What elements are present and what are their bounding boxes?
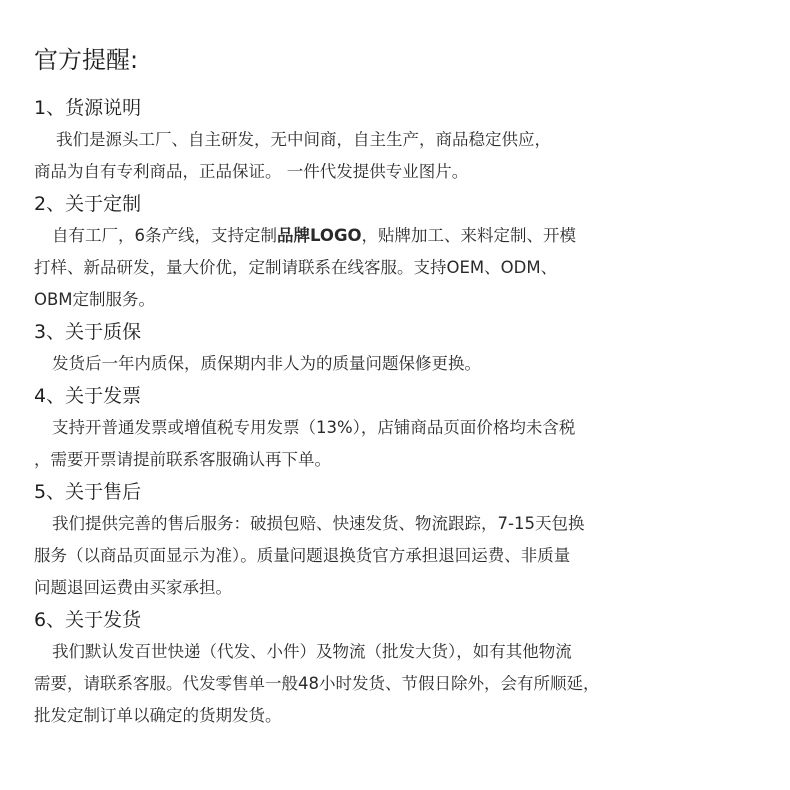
section-warranty — [34, 316, 754, 380]
section-heading: 5、关于售后 — [34, 481, 142, 503]
section-line: 发货后一年内质保，质保期内非人为的质量问题保修更换。 — [52, 354, 481, 373]
notice-document — [34, 40, 754, 732]
section-after-sales — [34, 476, 754, 604]
section-heading: 4、关于发票 — [34, 385, 142, 407]
line-prefix: 自有工厂，6条产线，支持定制 — [52, 226, 277, 245]
section-line: 我们默认发百世快递（代发、小件）及物流（批发大货），如有其他物流 — [52, 642, 572, 661]
section-line: 批发定制订单以确定的货期发货。 — [34, 706, 282, 725]
brand-logo-emphasis: 品牌LOGO — [277, 226, 362, 245]
section-line: OBM定制服务。 — [34, 290, 156, 309]
section-line: 问题退回运费由买家承担。 — [34, 578, 232, 597]
line-suffix: ，贴牌加工、来料定制、开模 — [361, 226, 577, 245]
section-line: ，需要开票请提前联系客服确认再下单。 — [34, 450, 331, 469]
section-line — [34, 220, 754, 252]
section-source — [34, 92, 754, 188]
section-heading: 6、关于发货 — [34, 609, 142, 631]
section-invoice — [34, 380, 754, 476]
section-line: 商品为自有专利商品，正品保证。 一件代发提供专业图片。 — [34, 162, 469, 181]
section-customization — [34, 188, 754, 316]
section-heading: 1、货源说明 — [34, 97, 142, 119]
section-line: 服务（以商品页面显示为准）。质量问题退换货官方承担退回运费、非质量 — [34, 546, 571, 565]
section-heading: 2、关于定制 — [34, 193, 142, 215]
section-line: 打样、新品研发，量大价优，定制请联系在线客服。支持OEM、ODM、 — [34, 258, 558, 277]
section-line: 需要，请联系客服。代发零售单一般48小时发货、节假日除外，会有所顺延， — [34, 674, 600, 693]
section-line: 我们提供完善的售后服务：破损包赔、快速发货、物流跟踪，7-15天包换 — [52, 514, 585, 533]
document-title: 官方提醒: — [34, 46, 139, 74]
section-heading: 3、关于质保 — [34, 321, 142, 343]
section-line: 我们是源头工厂、自主研发，无中间商，自主生产，商品稳定供应， — [56, 130, 551, 149]
section-shipping — [34, 604, 754, 732]
section-line: 支持开普通发票或增值税专用发票（13%），店铺商品页面价格均未含税 — [52, 418, 576, 437]
